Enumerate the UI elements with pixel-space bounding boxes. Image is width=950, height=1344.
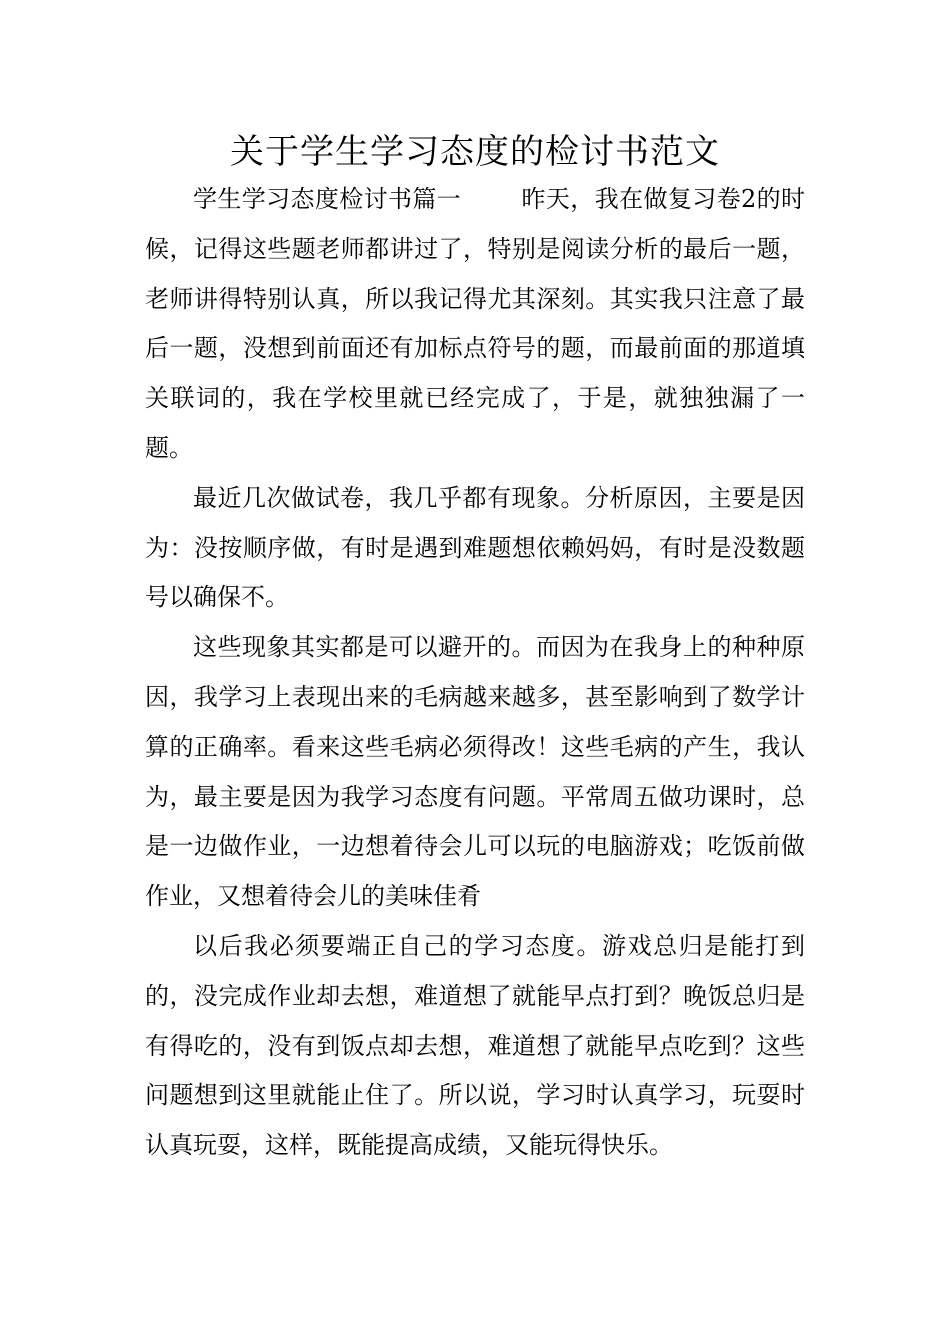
paragraph-1-text: 昨天，我在做复习卷2的时候，记得这些题老师都讲过了，特别是阅读分析的最后一题，老师讲得特别认真，所以我记得尤其深刻。其实我只注意了最后一题，没想到前面还有加标点符号的题，而最前面的那道填关联词的，我在学校里就已经完成了，于是，就独独漏了一题。 xyxy=(145,185,805,462)
paragraph-1 xyxy=(145,175,805,474)
document-body xyxy=(145,175,805,1171)
paragraph-3: 这些现象其实都是可以避开的。而因为在我身上的种种原因，我学习上表现出来的毛病越来越多，甚至影响到了数学计算的正确率。看来这些毛病必须得改！这些毛病的产生，我认为，最主要是因为我学习态度有问题。平常周五做功课时，总是一边做作业，一边想着待会儿可以玩的电脑游戏；吃饭前做作业，又想着待会儿的美味佳肴 xyxy=(145,633,805,911)
paragraph-2: 最近几次做试卷，我几乎都有现象。分析原因，主要是因为：没按顺序做，有时是遇到难题想依赖妈妈，有时是没数题号以确保不。 xyxy=(145,483,805,612)
document-title: 关于学生学习态度的检讨书范文 xyxy=(230,132,720,172)
section-heading: 学生学习态度检讨书篇一 xyxy=(193,185,462,213)
paragraph-4: 以后我必须要端正自己的学习态度。游戏总归是能打到的，没完成作业却去想，难道想了就能早点打到？晚饭总归是有得吃的，没有到饭点却去想，难道想了就能早点吃到？这些问题想到这里就能止住了。所以说，学习时认真学习，玩耍时认真玩耍，这样，既能提高成绩，又能玩得快乐。 xyxy=(145,931,805,1160)
